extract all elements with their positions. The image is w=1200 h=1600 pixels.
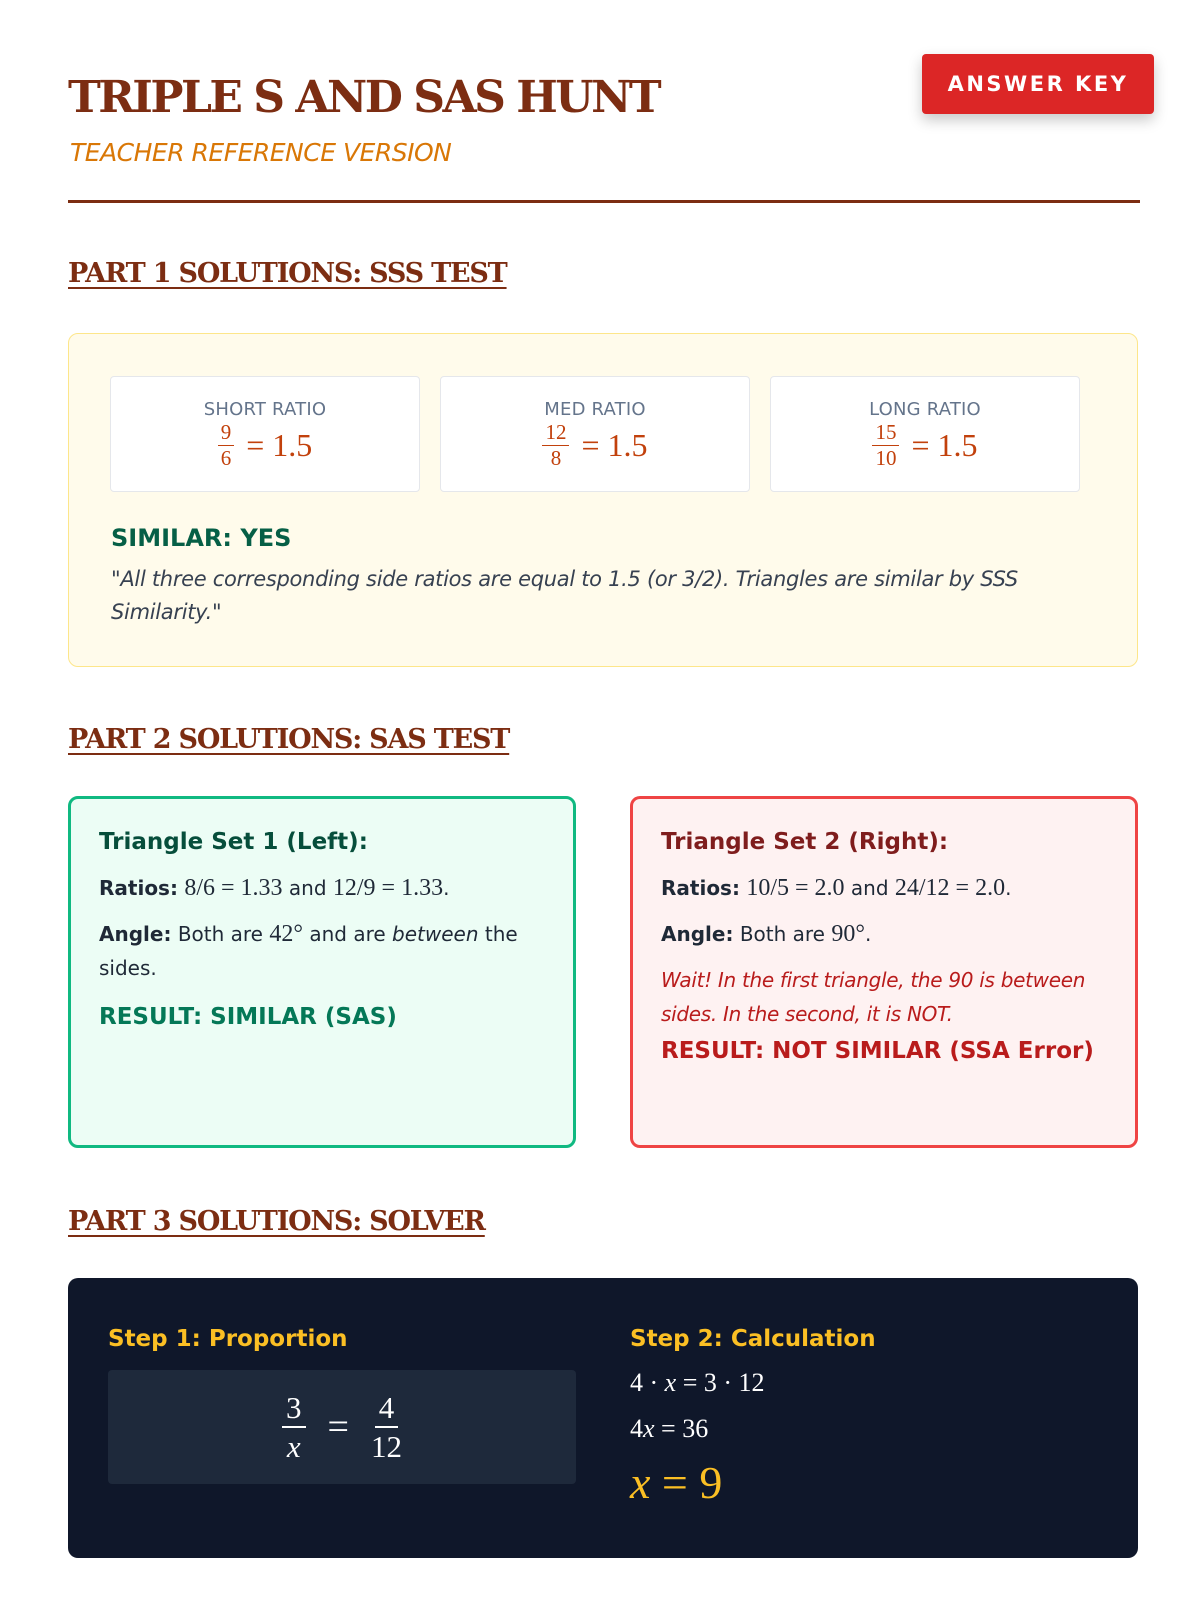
right-fraction (371, 1392, 402, 1462)
page-subtitle: TEACHER REFERENCE VERSION (70, 138, 452, 167)
triangle-set-1-card (68, 796, 576, 1148)
angle-label: Angle: (99, 922, 172, 946)
ratios-line (99, 871, 545, 905)
answer-key-badge: ANSWER KEY (922, 54, 1154, 114)
fraction-denominator: 10 (875, 446, 897, 470)
sss-verdict: SIMILAR: YES (111, 524, 292, 552)
ratio-value: = 1.5 (911, 427, 978, 463)
ratio-equation (111, 422, 419, 469)
ratio-equation (441, 422, 749, 469)
fraction-numerator: 4 (375, 1392, 399, 1428)
proportion-box (108, 1370, 576, 1484)
ratio-b: 24/12 = 2.0 (894, 875, 1006, 901)
and-word: and (288, 876, 327, 900)
ratio-fraction (218, 422, 235, 469)
med-ratio-card (440, 376, 750, 492)
calc-part: 4 (630, 1414, 643, 1443)
solver-panel (68, 1278, 1138, 1558)
calc-part: = 3 · 12 (676, 1368, 765, 1397)
sas-result: RESULT: SIMILAR (SAS) (99, 1004, 397, 1030)
ratio-b: 12/9 = 1.33 (332, 875, 444, 901)
angle-post: the sides. (99, 922, 518, 980)
fraction-numerator: 3 (282, 1392, 306, 1428)
angle-emphasis: between (392, 922, 479, 946)
ratio-fraction (872, 422, 899, 469)
angle-label: Angle: (661, 922, 734, 946)
ssa-warning-note: Wait! In the first triangle, the 90 is between sides. In the second, it is NOT. (661, 968, 1086, 1026)
sss-explanation: "All three corresponding side ratios are equal to 1.5 (or 3/2). Triangles are similar by SSS Similarity." (111, 567, 1018, 624)
fraction-numerator: 15 (872, 422, 899, 446)
fraction-denominator: 8 (550, 446, 562, 470)
period: . (1005, 876, 1012, 900)
fraction-denominator: 6 (220, 446, 232, 470)
variable: x (643, 1414, 655, 1443)
final-answer (630, 1456, 722, 1509)
page-title: TRIPLE S AND SAS HUNT (68, 72, 660, 123)
ratio-value: = 1.5 (581, 427, 648, 463)
step1-title: Step 1: Proportion (108, 1326, 348, 1352)
left-fraction (282, 1392, 306, 1462)
angle-value: 42° (269, 921, 303, 947)
calc-part: = 36 (654, 1414, 709, 1443)
part2-heading: PART 2 SOLUTIONS: SAS TEST (68, 724, 510, 755)
step2-title: Step 2: Calculation (630, 1326, 876, 1352)
ratio-label: MED RATIO (544, 399, 646, 420)
sas-result: RESULT: NOT SIMILAR (SSA Error) (661, 1038, 1094, 1064)
period: . (443, 876, 450, 900)
fraction-numerator: 12 (542, 422, 569, 446)
ratio-equation (771, 422, 1079, 469)
short-ratio-card (110, 376, 420, 492)
sss-solution-panel (68, 333, 1138, 667)
calc-line-2 (630, 1414, 708, 1444)
ratios-line (661, 871, 1107, 905)
calc-line-1 (630, 1368, 765, 1398)
angle-mid: and are (309, 922, 386, 946)
angle-post: . (864, 922, 872, 946)
set-title: Triangle Set 1 (Left): (99, 829, 368, 855)
part3-heading: PART 3 SOLUTIONS: SOLVER (68, 1206, 485, 1237)
fraction-denominator: x (286, 1429, 301, 1464)
ratio-label: SHORT RATIO (203, 399, 327, 420)
angle-value: 90° (831, 921, 865, 947)
header-divider (68, 200, 1140, 203)
angle-line (661, 917, 1107, 951)
calc-part: 4 · (630, 1368, 665, 1397)
angle-line (99, 917, 545, 985)
ratios-label: Ratios: (661, 876, 740, 900)
fraction-numerator: 9 (218, 422, 235, 446)
ratio-a: 10/5 = 2.0 (746, 875, 845, 901)
variable: x (630, 1457, 651, 1508)
long-ratio-card (770, 376, 1080, 492)
triangle-set-2-card (630, 796, 1138, 1148)
variable: x (664, 1368, 677, 1397)
ratio-a: 8/6 = 1.33 (184, 875, 283, 901)
fraction-denominator: 12 (370, 1429, 402, 1464)
equals-sign: = (327, 1406, 349, 1448)
ratio-label: LONG RATIO (869, 399, 981, 420)
answer-value: = 9 (650, 1457, 723, 1508)
ratios-label: Ratios: (99, 876, 178, 900)
set-title: Triangle Set 2 (Right): (661, 829, 949, 855)
ratio-value: = 1.5 (246, 427, 313, 463)
and-word: and (850, 876, 889, 900)
angle-pre: Both are (739, 922, 825, 946)
angle-pre: Both are (177, 922, 263, 946)
ratio-fraction (542, 422, 569, 469)
part1-heading: PART 1 SOLUTIONS: SSS TEST (68, 258, 507, 289)
